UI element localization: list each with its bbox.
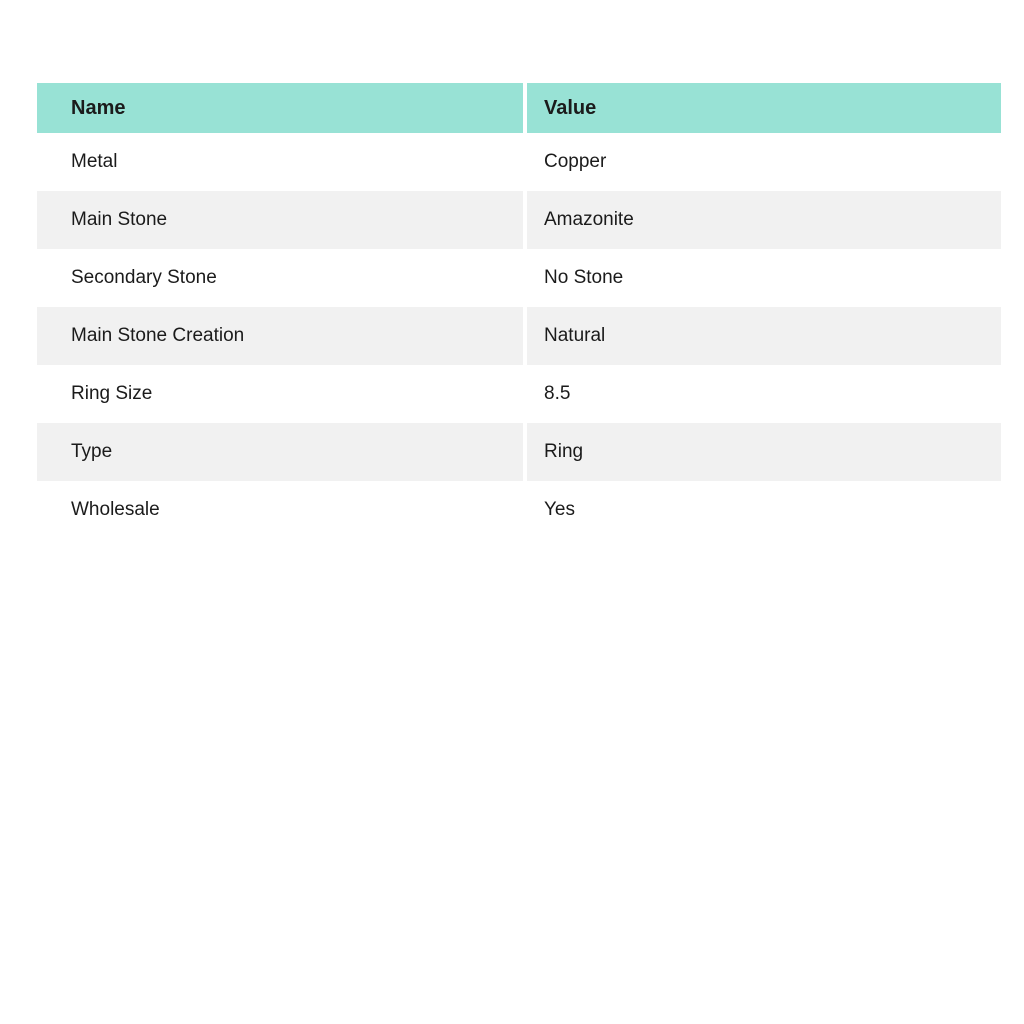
table-row	[37, 365, 1001, 423]
product-spec-table	[37, 83, 1001, 539]
attribute-value: Amazonite	[527, 191, 1001, 249]
column-header-value: Value	[527, 83, 1001, 133]
table-row	[37, 481, 1001, 539]
attribute-value: Copper	[544, 151, 607, 172]
table-row	[37, 249, 1001, 307]
table-row	[37, 423, 1001, 481]
column-header-name: Name	[37, 83, 523, 133]
table-header-row	[37, 83, 1001, 133]
attribute-value: Yes	[544, 499, 575, 520]
attribute-name: Main Stone	[37, 191, 523, 249]
attribute-name: Ring Size	[71, 383, 153, 404]
attribute-value: Ring	[527, 423, 1001, 481]
attribute-name: Metal	[71, 151, 118, 172]
attribute-name: Wholesale	[71, 499, 160, 520]
attribute-name: Secondary Stone	[71, 267, 217, 288]
attribute-name: Type	[37, 423, 523, 481]
attribute-value: No Stone	[544, 267, 624, 288]
attribute-name: Main Stone Creation	[37, 307, 523, 365]
attribute-value: 8.5	[544, 383, 571, 404]
table-row	[37, 133, 1001, 191]
table-row	[37, 307, 1001, 365]
attribute-value: Natural	[527, 307, 1001, 365]
table-row	[37, 191, 1001, 249]
